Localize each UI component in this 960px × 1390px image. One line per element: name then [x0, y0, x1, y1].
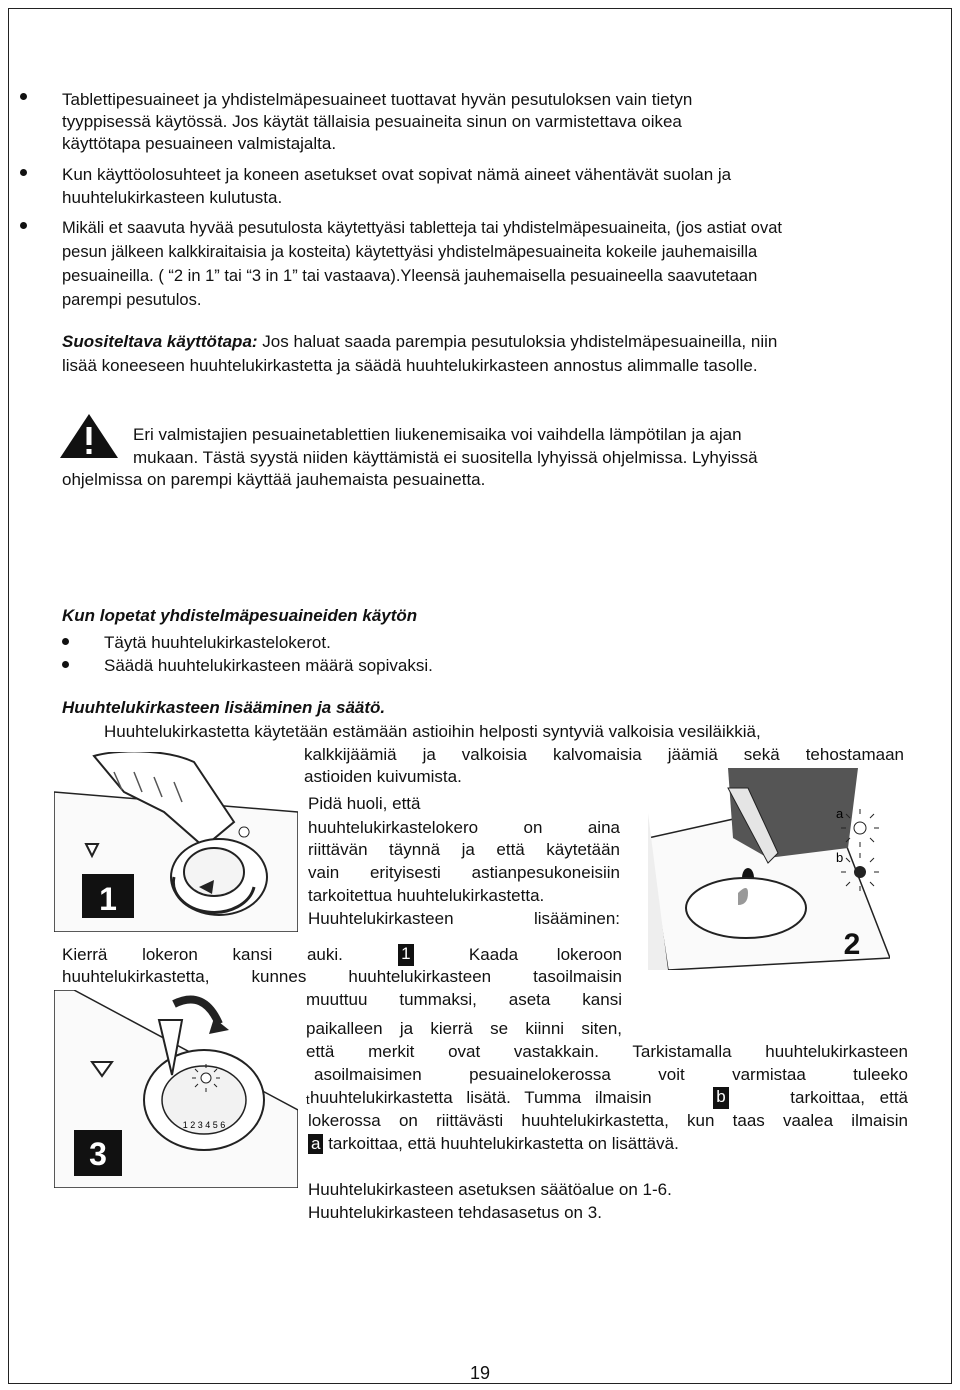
text-line: riittävän täynnä ja että käytetään	[308, 840, 620, 859]
text-line: lokerossa on riittävästi huuhtelukirkastetta, kun taas vaalea ilmaisin	[308, 1111, 908, 1130]
text-fragment: huuhtelukirkastetta lisätä. Tumma ilmaisin	[310, 1088, 652, 1107]
marker-1: 1	[398, 944, 413, 966]
text-line: Eri valmistajien pesuainetablettien liukenemisaika voi vaihdella lämpötilan ja ajan	[133, 425, 742, 444]
stray-letter: t	[306, 1092, 310, 1107]
text-line: astioiden kuivumista.	[304, 767, 462, 786]
figure-3-adjust	[54, 990, 298, 1188]
figure-2-number: 2	[843, 928, 861, 961]
bullet-dot	[20, 93, 27, 100]
bullet-dot	[20, 169, 27, 176]
text-line: vain erityisesti astianpesukoneisiin	[308, 863, 620, 882]
figure-3-scale: 1 2 3 4 5 6	[182, 1120, 226, 1130]
warning-icon	[58, 412, 120, 460]
figure-1-number: 1	[99, 881, 117, 917]
recommendation-text: Jos haluat saada parempia pesutuloksia yhdistelmäpesuaineilla, niin	[257, 332, 778, 351]
text-fragment: tarkoittaa, että huuhtelukirkastetta on lisättävä.	[328, 1134, 679, 1153]
text-line: muuttuu tummaksi, aseta kansi	[306, 990, 622, 1009]
text-fragment: Kierrä lokeron kansi auki.	[62, 945, 343, 964]
bullet-dot	[62, 661, 69, 668]
text-line: Huuhtelukirkasteen asetuksen säätöalue on 1-6.	[308, 1180, 672, 1199]
text-line: lisää koneeseen huuhtelukirkastetta ja säädä huuhtelukirkasteen annostus alimmalle tasolle.	[62, 356, 758, 375]
list-item: Täytä huuhtelukirkastelokerot.	[104, 633, 331, 652]
recommendation-line-1	[62, 331, 777, 353]
figure-2-filling	[648, 768, 890, 970]
text-line: tyyppisessä käytössä. Jos käytät tällaisia pesuaineita sinun on varmistettava oikea	[62, 112, 682, 131]
section-heading: Huuhtelukirkasteen lisääminen ja säätö.	[62, 698, 386, 717]
text-fragment: tarkoittaa, että	[790, 1088, 908, 1107]
text-line: kalkkijäämiä ja valkoisia kalvomaisia jäämiä sekä tehostamaan	[304, 745, 904, 764]
text-line: pesun jälkeen kalkkiraitaisia ja kosteita) käytettyäsi yhdistelmäpesuaineita kokeile jauhemaisilla	[62, 243, 758, 261]
figure-3-number: 3	[89, 1136, 107, 1172]
figure-1-open-cap	[54, 752, 298, 932]
text-line: huuhtelukirkastelokero on aina	[308, 818, 620, 837]
text-line: Tablettipesuaineet ja yhdistelmäpesuaineet tuottavat hyvän pesutuloksen vain tietyn	[62, 90, 693, 109]
text-line: Kun käyttöolosuhteet ja koneen asetukset ovat sopivat nämä aineet vähentävät suolan ja	[62, 165, 732, 184]
text-line: mukaan. Tästä syystä niiden käyttämistä ei suositella lyhyissä ohjelmissa. Lyhyissä	[133, 448, 758, 467]
text-line: Huuhtelukirkasteen tehdasasetus on 3.	[308, 1203, 602, 1222]
text-line: käyttötapa pesuaineen valmistajalta.	[62, 134, 337, 153]
text-line: että merkit ovat vastakkain. Tarkistamalla huuhtelukirkasteen	[306, 1042, 908, 1061]
text-line: ohjelmissa on parempi käyttää jauhemaista pesuainetta.	[62, 470, 486, 489]
marker-b: b	[713, 1087, 728, 1109]
text-line: Huuhtelukirkasteen lisääminen:	[308, 909, 620, 928]
recommendation-label: Suositeltava käyttötapa:	[62, 332, 258, 351]
text-line: Pidä huoli, että	[308, 794, 421, 813]
text-line: paikalleen ja kierrä se kiinni siten,	[306, 1019, 622, 1038]
text-line: Huuhtelukirkastetta käytetään estämään astioihin helposti syntyviä valkoisia vesiläikkiä,	[104, 722, 761, 741]
figure-2-label-a: a	[836, 806, 844, 821]
text-line: huuhtelukirkasteen kulutusta.	[62, 188, 283, 207]
bullet-dot	[62, 638, 69, 645]
bullet-dot	[20, 222, 27, 229]
marker-a: a	[308, 1134, 323, 1154]
figure-2-label-b: b	[836, 850, 844, 865]
list-item: Säädä huuhtelukirkasteen määrä sopivaksi.	[104, 656, 433, 675]
text-line: tarkoitettua huuhtelukirkastetta.	[308, 886, 545, 905]
section-heading: Kun lopetat yhdistelmäpesuaineiden käytön	[62, 606, 418, 625]
text-line	[308, 1133, 679, 1155]
text-line: Mikäli et saavuta hyvää pesutulosta käytettyäsi tabletteja tai yhdistelmäpesuaineita, (jos astiat ovat	[62, 219, 782, 237]
text-fragment: Kaada lokeroon	[468, 945, 622, 964]
text-line	[62, 944, 622, 966]
text-line: pesuaineilla. ( “2 in 1” tai “3 in 1” tai vastaava).Yleensä jauhemaisella pesuaineella saavutetaan	[62, 267, 758, 285]
text-line	[310, 1087, 908, 1109]
text-line: asoilmaisimen pesuainelokerossa voit varmistaa tuleeko	[314, 1065, 908, 1084]
page-number: 19	[469, 1363, 491, 1383]
text-line: parempi pesutulos.	[62, 291, 202, 309]
text-line: huuhtelukirkastetta, kunnes huuhtelukirkasteen tasoilmaisin	[62, 967, 622, 986]
